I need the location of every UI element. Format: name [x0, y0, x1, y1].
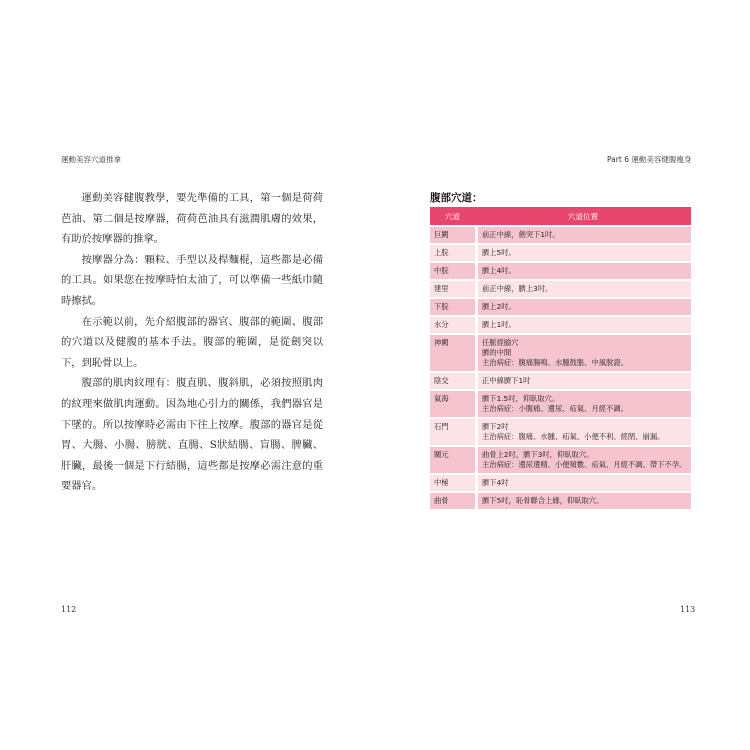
- acupoint-name: 水分: [430, 317, 475, 333]
- location-line: 臍下2吋: [482, 422, 509, 431]
- column-header-location: 穴道位置: [475, 207, 691, 225]
- table-row: [430, 391, 691, 417]
- table-row: [430, 281, 691, 297]
- paragraph-2: 按摩器分為：顆粒、手型以及桿麵棍，這些都是必備的工具。如果您在按摩時怕太油了，可以準備一些紙巾隨時擦拭。: [61, 253, 323, 307]
- page-number-left: 112: [61, 605, 77, 614]
- location-line: 任脈經腧穴: [482, 338, 519, 347]
- location-line: 臍上4吋。: [482, 266, 516, 275]
- table-row: [430, 373, 691, 389]
- acupoint-name: 中極: [430, 475, 475, 491]
- location-line: 主治病症：遺尿遺精、小便頻數、疝氣、月經不調、帶下不孕。: [482, 460, 687, 469]
- acupoint-table: [430, 205, 691, 511]
- acupoint-location: [475, 299, 691, 315]
- location-line: 前正中線，臍上3吋。: [482, 284, 553, 293]
- table-row: [430, 419, 691, 445]
- acupoint-name: 曲骨: [430, 493, 475, 509]
- table-title: 腹部穴道：: [430, 192, 483, 204]
- location-line: 主治病症：小腹痛、遺尿、疝氣、月經不調。: [482, 404, 628, 413]
- paragraph-3: 在示範以前，先介紹腹部的器官、腹部的範圍、腹部的穴道以及健腹的基本手法。腹部的範圍，是從劍突以下，到恥骨以上。: [61, 315, 323, 369]
- table-row: [430, 335, 691, 371]
- paragraph-4: 腹部的肌肉紋理有：腹直肌、腹斜肌，必須按照肌肉的紋理來做肌肉運動。因為地心引力的關係，我們器官是下墜的。所以按摩時必需由下往上按摩。腹部的器官是從胃、大腸、小腸、膀胱、直腸、S狀結腸、盲腸、脾臟、肝臟，最後一個是下行結腸，這些都是按摩必需注意的重要器官。: [61, 377, 323, 493]
- acupoint-location: [475, 263, 691, 279]
- table-row: [430, 245, 691, 261]
- acupoint-location: [475, 245, 691, 261]
- paragraph-1: 運動美容健腹教學，要先準備的工具，第一個是荷荷芭油、第二個是按摩器，荷荷芭油具有滋潤肌膚的效果，有助於按摩器的推拿。: [61, 192, 323, 246]
- table-row: [430, 317, 691, 333]
- location-line: 臍下4吋: [482, 478, 509, 487]
- running-head-left: 運動美容穴道推拿: [61, 155, 121, 164]
- location-line: 臍上5吋。: [482, 248, 516, 257]
- location-line: 臍下1.5吋，仰臥取穴。: [482, 394, 560, 403]
- acupoint-location: [475, 335, 691, 371]
- acupoint-location: [475, 419, 691, 445]
- running-head-right: Part 6 運動美容健腹瘦身: [607, 155, 692, 164]
- location-line: 主治病症：腹痛腸鳴、水腫鼓脹、中風脫證。: [482, 358, 628, 367]
- right-page: [375, 0, 750, 750]
- table-row: [430, 447, 691, 473]
- acupoint-name: 陰交: [430, 373, 475, 389]
- table-row: [430, 493, 691, 509]
- acupoint-name: 中脘: [430, 263, 475, 279]
- location-line: 主治病症：腹痛、水腫、疝氣、小便不利、經閉、崩漏。: [482, 432, 665, 441]
- location-line: 臍上1吋。: [482, 320, 516, 329]
- acupoint-location: [475, 317, 691, 333]
- acupoint-location: [475, 475, 691, 491]
- acupoint-name: 關元: [430, 447, 475, 473]
- location-line: 臍的中間: [482, 348, 512, 357]
- location-line: 臍下5吋，恥骨聯合上緣，仰臥取穴。: [482, 496, 604, 505]
- column-header-name: 穴道: [430, 207, 475, 225]
- acupoint-location: [475, 373, 691, 389]
- acupoint-name: 上脘: [430, 245, 475, 261]
- location-line: 臍上2吋。: [482, 302, 516, 311]
- table-row: [430, 299, 691, 315]
- table-row: [430, 263, 691, 279]
- acupoint-location: [475, 391, 691, 417]
- acupoint-name: 巨闕: [430, 227, 475, 243]
- location-line: 曲骨上2吋，臍下3吋，仰臥取穴。: [482, 450, 594, 459]
- acupoint-name: 下脘: [430, 299, 475, 315]
- table-body: [430, 227, 691, 509]
- acupoint-name: 神闕: [430, 335, 475, 371]
- table-row: [430, 227, 691, 243]
- acupoint-location: [475, 281, 691, 297]
- location-line: 正中線臍下1吋: [482, 376, 531, 385]
- body-text: [61, 188, 323, 497]
- location-line: 前正中線，劍突下1吋。: [482, 230, 560, 239]
- acupoint-name: 建里: [430, 281, 475, 297]
- page-number-right: 113: [680, 605, 696, 614]
- acupoint-location: [475, 493, 691, 509]
- acupoint-name: 石門: [430, 419, 475, 445]
- table-row: [430, 475, 691, 491]
- acupoint-location: [475, 447, 691, 473]
- acupoint-location: [475, 227, 691, 243]
- table-header-row: [430, 207, 691, 225]
- acupoint-name: 氣海: [430, 391, 475, 417]
